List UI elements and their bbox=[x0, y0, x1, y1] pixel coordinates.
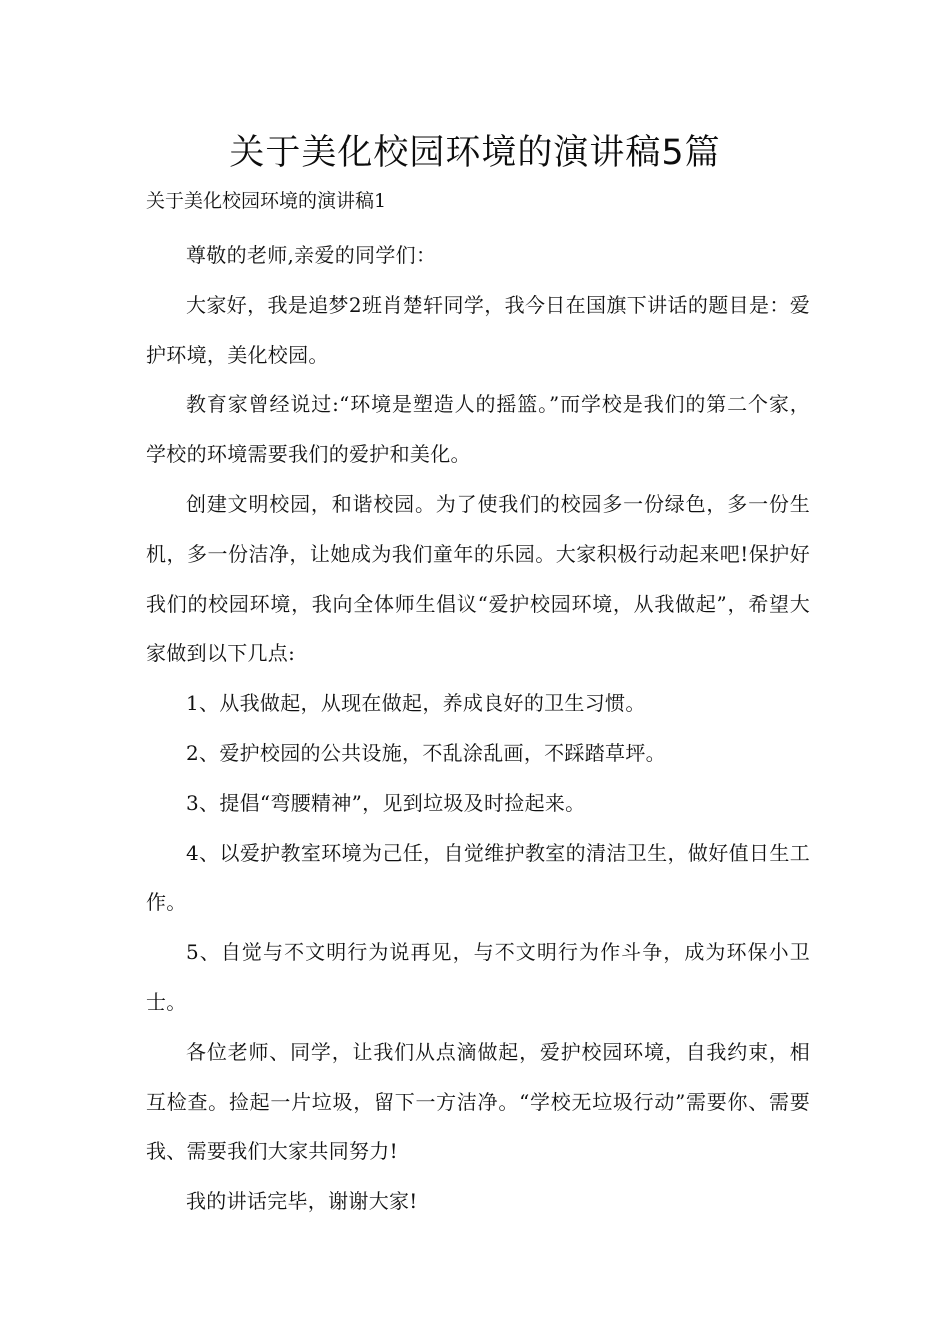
section-heading: 关于美化校园环境的演讲稿1 bbox=[146, 190, 387, 212]
salutation-paragraph: 尊敬的老师,亲爱的同学们： bbox=[186, 243, 437, 267]
list-item-5: 5、自觉与不文明行为说再见，与不文明行为作斗争，成为环保小卫士。 bbox=[146, 940, 810, 1014]
list-item-3: 3、提倡“弯腰精神”，见到垃圾及时捡起来。 bbox=[186, 790, 586, 815]
list-item-2: 2、爱护校园的公共设施，不乱涂乱画，不踩踏草坪。 bbox=[186, 740, 666, 765]
proposal-paragraph: 创建文明校园，和谐校园。为了使我们的校园多一份绿色，多一份生机，多一份洁净，让她成为我们童年的乐园。大家积极行动起来吧!保护好我们的校园环境，我向全体师生倡议“爱护校园环境，从我做起”，希望大家做到以下几点: bbox=[146, 491, 810, 666]
document-title: 关于美化校园环境的演讲稿5篇 bbox=[229, 133, 721, 173]
speech-body bbox=[146, 231, 810, 1227]
appeal-paragraph: 各位老师、同学，让我们从点滴做起，爱护校园环境，自我约束，相互检查。捡起一片垃圾，留下一方洁净。“学校无垃圾行动”需要你、需要我、需要我们大家共同努力! bbox=[146, 1039, 810, 1164]
list-item-4: 4、以爱护教室环境为己任，自觉维护教室的清洁卫生，做好值日生工作。 bbox=[146, 840, 810, 915]
quote-paragraph: 教育家曾经说过:“环境是塑造人的摇篮。”而学校是我们的第二个家，学校的环境需要我们的爱护和美化。 bbox=[146, 392, 810, 467]
closing-paragraph: 我的讲话完毕，谢谢大家! bbox=[186, 1189, 418, 1214]
list-item-1: 1、从我做起，从现在做起，养成良好的卫生习惯。 bbox=[186, 691, 646, 716]
intro-paragraph: 大家好，我是追梦2班肖楚轩同学，我今日在国旗下讲话的题目是：爱护环境，美化校园。 bbox=[146, 292, 810, 367]
